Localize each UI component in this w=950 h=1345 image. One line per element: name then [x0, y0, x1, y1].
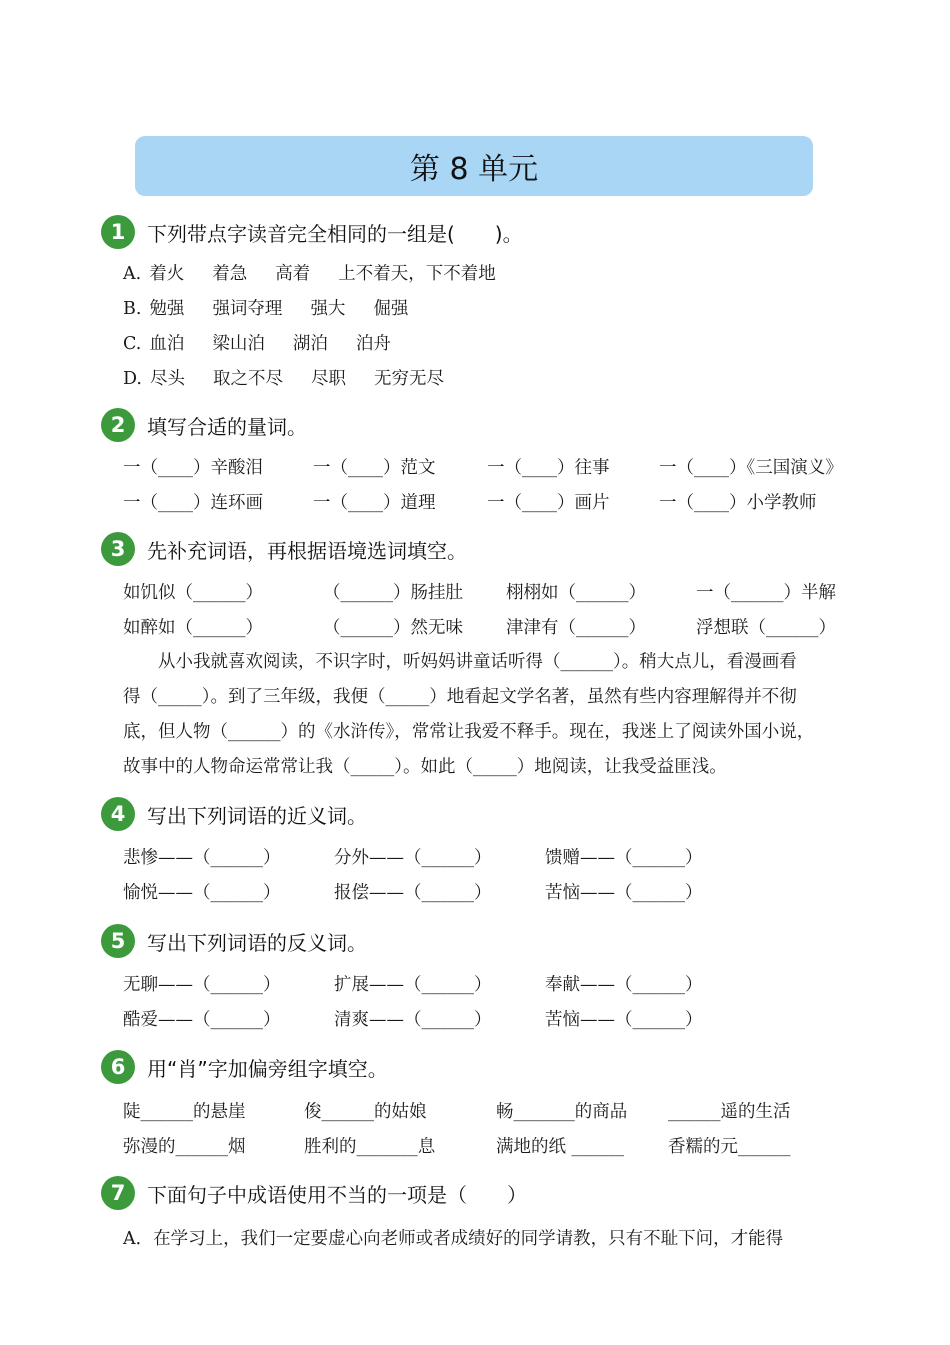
question-3-paragraph [123, 645, 853, 785]
question-number-badge: 6 [101, 1050, 135, 1084]
fill-in-blank-item: 一（____）《三国演义》 [659, 458, 843, 478]
answer-row [123, 881, 853, 905]
fill-in-blank-item: 苦恼——（______） [545, 1010, 703, 1030]
option-word: 尽头 [149, 369, 185, 389]
fill-in-blank-item: 苦恼——（______） [545, 883, 703, 903]
fill-in-blank-item: 俊______的姑娘 [304, 1102, 427, 1122]
option-label: D. [123, 369, 142, 389]
option-line [123, 367, 472, 391]
option-label: B. [123, 299, 142, 319]
fill-in-blank-item: 馈赠——（______） [545, 848, 703, 868]
paragraph-line: 从小我就喜欢阅读，不识字时，听妈妈讲童话听得（______）。稍大点儿，看漫画看 [123, 652, 797, 672]
question-7-text: 下面句子中成语使用不当的一项是（ ） [147, 1182, 527, 1207]
question-4-header [101, 797, 367, 831]
fill-in-blank-item: 报偿——（______） [334, 883, 492, 903]
fill-in-blank-item: 如饥似（______） [123, 583, 263, 603]
fill-in-blank-item: 一（____）画片 [487, 493, 610, 513]
question-1-text: 下列带点字读音完全相同的一组是( )。 [147, 221, 523, 246]
answer-row [123, 973, 853, 997]
fill-in-blank-item: （______）肠挂肚 [323, 583, 463, 603]
answer-row [123, 491, 853, 515]
fill-in-blank-item: （______）然无味 [323, 618, 463, 638]
question-number-badge: 5 [101, 924, 135, 958]
question-5-header [101, 924, 367, 958]
question-5-text: 写出下列词语的反义词。 [147, 930, 367, 955]
option-label: A. [123, 264, 142, 284]
option-word: 血泊 [149, 334, 185, 354]
fill-in-blank-item: 一（____）道理 [313, 493, 436, 513]
paragraph-line: 底，但人物（______）的《水浒传》，常常让我爱不释手。现在，我迷上了阅读外国小说， [123, 722, 815, 742]
question-number-badge: 3 [101, 532, 135, 566]
option-word: 泊舟 [355, 334, 391, 354]
question-number-badge: 7 [101, 1176, 135, 1210]
option-word: 梁山泊 [212, 334, 265, 354]
option-word: 强大 [310, 299, 346, 319]
option-word: 倔强 [373, 299, 409, 319]
fill-in-blank-item: ______遥的生活 [668, 1102, 791, 1122]
question-number-badge: 2 [101, 408, 135, 442]
question-6-header [101, 1050, 388, 1084]
fill-in-blank-item: 陡______的悬崖 [123, 1102, 246, 1122]
question-3-text: 先补充词语，再根据语境选词填空。 [147, 538, 467, 563]
option-line [123, 297, 436, 321]
option-line [123, 332, 419, 356]
answer-row [123, 1008, 853, 1032]
answer-row [123, 616, 853, 640]
question-2-header [101, 408, 307, 442]
fill-in-blank-item: 胜利的_______息 [304, 1137, 436, 1157]
option-word: 着火 [149, 264, 185, 284]
fill-in-blank-item: 愉悦——（______） [123, 883, 281, 903]
answer-row [123, 846, 853, 870]
option-label: C. [123, 334, 142, 354]
fill-in-blank-item: 一（____）范文 [313, 458, 436, 478]
question-4-text: 写出下列词语的近义词。 [147, 803, 367, 828]
unit-title: 第 8 单元 [409, 152, 539, 187]
answer-row [123, 456, 853, 480]
question-number-badge: 1 [101, 215, 135, 249]
question-1-header [101, 215, 523, 249]
fill-in-blank-item: 悲惨——（______） [123, 848, 281, 868]
fill-in-blank-item: 酷爱——（______） [123, 1010, 281, 1030]
fill-in-blank-item: 香糯的元______ [668, 1137, 791, 1157]
option-word: 取之不尽 [212, 369, 283, 389]
fill-in-blank-item: 浮想联（______） [696, 618, 836, 638]
fill-in-blank-item: 栩栩如（______） [506, 583, 646, 603]
question-7-option-a: A．在学习上，我们一定要虚心向老师或者成绩好的同学请教，只有不耻下问，才能得 [123, 1229, 784, 1249]
fill-in-blank-item: 一（____）连环画 [123, 493, 263, 513]
fill-in-blank-item: 一（______）半解 [696, 583, 836, 603]
option-word: 勉强 [149, 299, 185, 319]
fill-in-blank-item: 弥漫的______烟 [123, 1137, 246, 1157]
option-word: 强词夺理 [212, 299, 283, 319]
fill-in-blank-item: 清爽——（______） [334, 1010, 492, 1030]
fill-in-blank-item: 扩展——（______） [334, 975, 492, 995]
paragraph-line: 故事中的人物命运常常让我（_____）。如此（_____）地阅读，让我受益匪浅。 [123, 757, 727, 777]
fill-in-blank-item: 一（____）辛酸泪 [123, 458, 263, 478]
fill-in-blank-item: 无聊——（______） [123, 975, 281, 995]
answer-row [123, 1135, 853, 1159]
fill-in-blank-item: 满地的纸 ______ [496, 1137, 625, 1157]
question-7-header [101, 1176, 527, 1210]
answer-row [123, 1100, 853, 1124]
fill-in-blank-item: 畅_______的商品 [496, 1102, 628, 1122]
option-word: 无穷无尽 [373, 369, 444, 389]
option-word: 着急 [212, 264, 248, 284]
fill-in-blank-item: 一（____）往事 [487, 458, 610, 478]
fill-in-blank-item: 分外——（______） [334, 848, 492, 868]
answer-row [123, 581, 853, 605]
fill-in-blank-item: 津津有（______） [506, 618, 646, 638]
option-word: 湖泊 [292, 334, 328, 354]
question-3-header [101, 532, 467, 566]
question-number-badge: 4 [101, 797, 135, 831]
question-2-text: 填写合适的量词。 [147, 414, 307, 439]
option-word: 高着 [275, 264, 311, 284]
option-line [123, 262, 524, 286]
fill-in-blank-item: 奉献——（______） [545, 975, 703, 995]
fill-in-blank-item: 如醉如（______） [123, 618, 263, 638]
unit-title-banner [135, 136, 813, 196]
fill-in-blank-item: 一（____）小学教师 [659, 493, 817, 513]
paragraph-line: 得（_____）。到了三年级，我便（_____）地看起文学名著，虽然有些内容理解得并不彻 [123, 687, 797, 707]
question-6-text: 用“肖”字加偏旁组字填空。 [147, 1056, 388, 1081]
option-word: 尽职 [310, 369, 346, 389]
option-word: 上不着天，下不着地 [338, 264, 496, 284]
